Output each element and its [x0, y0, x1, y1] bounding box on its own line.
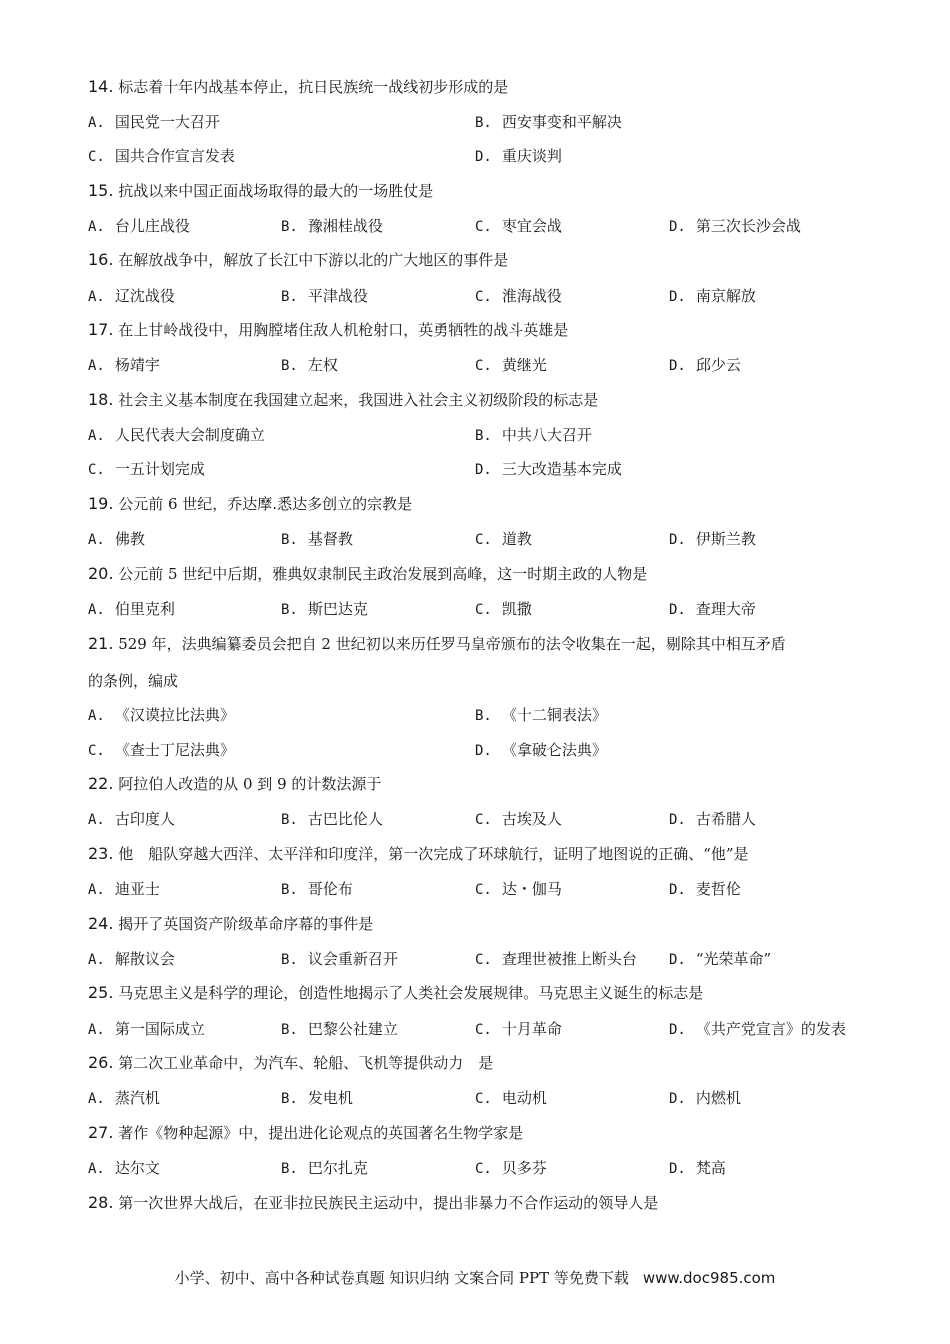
question-22: 22. 阿拉伯人改造的从 0 到 9 的计数法源于 [88, 774, 382, 793]
question-21: 21. 529 年，法典编纂委员会把自 2 世纪初以来历任罗马皇帝颁布的法令收集在一起，剔除其中相互矛盾 [88, 634, 786, 653]
question-21-continued: 的条例，编成 [88, 672, 179, 690]
option-c: C. 《查士丁尼法典》 [88, 741, 235, 759]
question-16: 16. 在解放战争中，解放了长江中下游以北的广大地区的事件是 [88, 250, 509, 269]
option-c: C. 一五计划完成 [88, 460, 205, 478]
option-c: C. 电动机 [475, 1089, 547, 1107]
question-text: 他 船队穿越大西洋、太平洋和印度洋，第一次完成了环球航行，证明了地图说的正确、“他”是 [113, 845, 749, 863]
question-text: 在解放战争中，解放了长江中下游以北的广大地区的事件是 [113, 251, 509, 269]
option-a: A. 人民代表大会制度确立 [88, 426, 265, 444]
option-d: D. 内燃机 [669, 1089, 741, 1107]
option-b: B. 古巴比伦人 [281, 810, 383, 828]
question-15: 15. 抗战以来中国正面战场取得的最大的一场胜仗是 [88, 181, 434, 200]
question-25: 25. 马克思主义是科学的理论，创造性地揭示了人类社会发展规律。马克思主义诞生的标志是 [88, 983, 704, 1002]
option-d: D. 三大改造基本完成 [475, 460, 622, 478]
question-24: 24. 揭开了英国资产阶级革命序幕的事件是 [88, 914, 374, 933]
option-d: D. 第三次长沙会战 [669, 217, 801, 235]
option-a: A. 解散议会 [88, 950, 175, 968]
question-text: 揭开了英国资产阶级革命序幕的事件是 [113, 915, 374, 933]
question-text: 公元前 6 世纪，乔达摩.悉达多创立的宗教是 [113, 495, 413, 513]
option-c: C. 淮海战役 [475, 287, 562, 305]
option-a: A. 伯里克利 [88, 600, 175, 618]
options-row [88, 599, 878, 621]
footer-link[interactable]: www.doc985.com [642, 1269, 776, 1287]
option-b: B. 斯巴达克 [281, 600, 368, 618]
question-text: 阿拉伯人改造的从 0 到 9 的计数法源于 [113, 775, 382, 793]
options-row [88, 146, 878, 168]
option-a: A. 辽沈战役 [88, 287, 175, 305]
question-text: 马克思主义是科学的理论，创造性地揭示了人类社会发展规律。马克思主义诞生的标志是 [113, 984, 704, 1002]
option-b: B. 平津战役 [281, 287, 368, 305]
option-c: C. 查理世被推上断头台 [475, 950, 637, 968]
option-d: D. 邱少云 [669, 356, 741, 374]
option-b: B. 议会重新召开 [281, 950, 398, 968]
option-b: B. 巴黎公社建立 [281, 1020, 398, 1038]
question-text: 抗战以来中国正面战场取得的最大的一场胜仗是 [113, 182, 434, 200]
option-a: A. 《汉谟拉比法典》 [88, 706, 235, 724]
option-c: C. 贝多芬 [475, 1159, 547, 1177]
question-text: 著作《物种起源》中，提出进化论观点的英国著名生物学家是 [113, 1124, 524, 1142]
option-a: A. 蒸汽机 [88, 1089, 160, 1107]
option-a: A. 迪亚士 [88, 880, 160, 898]
option-c: C. 枣宜会战 [475, 217, 562, 235]
options-row [88, 949, 878, 971]
option-b: B. 哥伦布 [281, 880, 353, 898]
option-d: D. 《拿破仑法典》 [475, 741, 607, 759]
question-26: 26. 第二次工业革命中，为汽车、轮船、飞机等提供动力 是 [88, 1053, 494, 1072]
option-c: C. 道教 [475, 530, 532, 548]
page-footer [0, 1268, 950, 1288]
options-row [88, 1158, 878, 1180]
option-b: B. 《十二铜表法》 [475, 706, 607, 724]
options-row [88, 286, 878, 308]
options-row [88, 809, 878, 831]
question-19: 19. 公元前 6 世纪，乔达摩.悉达多创立的宗教是 [88, 494, 413, 513]
option-b: B. 中共八大召开 [475, 426, 592, 444]
option-a: A. 第一国际成立 [88, 1020, 205, 1038]
option-c: C. 国共合作宣言发表 [88, 147, 235, 165]
options-row [88, 216, 878, 238]
option-c: C. 古埃及人 [475, 810, 562, 828]
options-row [88, 529, 878, 551]
option-d: D. 古希腊人 [669, 810, 756, 828]
option-d: D. “光荣革命” [669, 950, 772, 968]
option-b: B. 左权 [281, 356, 338, 374]
question-text: 社会主义基本制度在我国建立起来，我国进入社会主义初级阶段的标志是 [113, 391, 599, 409]
options-row [88, 1088, 878, 1110]
question-text: 第一次世界大战后，在亚非拉民族民主运动中，提出非暴力不合作运动的领导人是 [113, 1194, 659, 1212]
option-d: D. 麦哲伦 [669, 880, 741, 898]
option-d: D. 梵高 [669, 1159, 726, 1177]
question-17: 17. 在上甘岭战役中，用胸膛堵住敌人机枪射口，英勇牺牲的战斗英雄是 [88, 320, 569, 339]
option-b: B. 豫湘桂战役 [281, 217, 383, 235]
question-text: 公元前 5 世纪中后期，雅典奴隶制民主政治发展到高峰，这一时期主政的人物是 [113, 565, 648, 583]
option-a: A. 达尔文 [88, 1159, 160, 1177]
options-row [88, 1019, 878, 1041]
question-text: 在上甘岭战役中，用胸膛堵住敌人机枪射口，英勇牺牲的战斗英雄是 [113, 321, 569, 339]
option-a: A. 古印度人 [88, 810, 175, 828]
options-row [88, 879, 878, 901]
options-row [88, 705, 878, 727]
option-a: A. 杨靖宇 [88, 356, 160, 374]
question-text: 529 年，法典编纂委员会把自 2 世纪初以来历任罗马皇帝颁布的法令收集在一起，剔除其中相互矛盾 [113, 635, 786, 653]
question-text: 标志着十年内战基本停止，抗日民族统一战线初步形成的是 [113, 78, 509, 96]
option-c: C. 黄继光 [475, 356, 547, 374]
option-d: D. 《共产党宣言》的发表 [669, 1020, 846, 1038]
options-row [88, 740, 878, 762]
option-c: C. 十月革命 [475, 1020, 562, 1038]
option-d: D. 伊斯兰教 [669, 530, 756, 548]
option-c: C. 凯撒 [475, 600, 532, 618]
option-b: B. 基督教 [281, 530, 353, 548]
option-a: A. 佛教 [88, 530, 145, 548]
option-d: D. 南京解放 [669, 287, 756, 305]
option-a: A. 国民党一大召开 [88, 113, 220, 131]
options-row [88, 459, 878, 481]
question-27: 27. 著作《物种起源》中，提出进化论观点的英国著名生物学家是 [88, 1123, 524, 1142]
question-28: 28. 第一次世界大战后，在亚非拉民族民主运动中，提出非暴力不合作运动的领导人是 [88, 1193, 659, 1212]
option-b: B. 巴尔扎克 [281, 1159, 368, 1177]
question-23: 23. 他 船队穿越大西洋、太平洋和印度洋，第一次完成了环球航行，证明了地图说的正确、“他”是 [88, 844, 749, 863]
question-14: 14. 标志着十年内战基本停止，抗日民族统一战线初步形成的是 [88, 77, 509, 96]
option-b: B. 发电机 [281, 1089, 353, 1107]
option-d: D. 查理大帝 [669, 600, 756, 618]
options-row [88, 355, 878, 377]
question-18: 18. 社会主义基本制度在我国建立起来，我国进入社会主义初级阶段的标志是 [88, 390, 599, 409]
options-row [88, 425, 878, 447]
option-d: D. 重庆谈判 [475, 147, 562, 165]
option-a: A. 台儿庄战役 [88, 217, 190, 235]
options-row [88, 112, 878, 134]
footer-text: 小学、初中、高中各种试卷真题 知识归纳 文案合同 PPT 等免费下载 [174, 1269, 629, 1287]
option-c: C. 达・伽马 [475, 880, 562, 898]
question-text: 第二次工业革命中，为汽车、轮船、飞机等提供动力 是 [113, 1054, 494, 1072]
option-b: B. 西安事变和平解决 [475, 113, 622, 131]
question-20: 20. 公元前 5 世纪中后期，雅典奴隶制民主政治发展到高峰，这一时期主政的人物是 [88, 564, 648, 583]
